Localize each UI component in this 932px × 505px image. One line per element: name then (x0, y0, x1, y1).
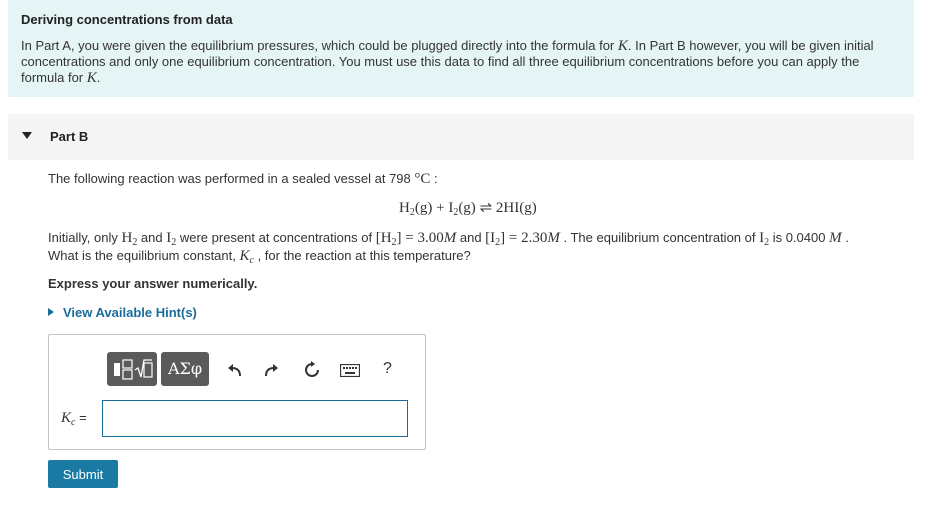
help-icon[interactable]: ? (383, 360, 392, 377)
collapse-caret-icon[interactable] (22, 132, 32, 139)
question-line-1: The following reaction was performed in a sealed vessel at 798 °C : (48, 171, 438, 187)
expand-caret-icon[interactable] (48, 308, 54, 316)
keyboard-icon[interactable] (340, 364, 360, 377)
part-b-label: Part B (50, 129, 89, 144)
undo-icon[interactable] (227, 362, 243, 378)
equilibrium-arrow: ⇌ (475, 200, 496, 216)
question-line-3: What is the equilibrium constant, $K_c$ , for the reaction at this temperature? (48, 248, 471, 266)
reaction-equation: $H_2(g) + I_2(g)$ ⇌ 2HI(g) (399, 200, 537, 218)
instruction-text: Express your answer numerically. (48, 276, 258, 291)
templates-icon[interactable] (107, 352, 157, 386)
view-hints-link[interactable]: View Available Hint(s) (48, 305, 197, 320)
question-line-2: Initially, only $H_2$ and $I_2$ were present at concentrations of $[H_2] = 3.00M$ and $[I_2] = 2.30M$ . The equilibrium concentration of $I_2$ is 0.0400 M . (48, 230, 849, 248)
intro-title: Deriving concentrations from data (21, 12, 233, 27)
kc-label: $K_c$ = (61, 410, 87, 428)
greek-symbols-button[interactable]: ΑΣφ (161, 352, 209, 386)
templates-button[interactable] (107, 352, 157, 386)
reset-icon[interactable] (303, 361, 321, 379)
answer-box (48, 334, 426, 450)
kc-answer-input[interactable] (102, 400, 408, 437)
intro-text: In Part A, you were given the equilibrium pressures, which could be plugged directly into the formula for K. In Part B however, you will be given initial concentrations and only one equilibrium concentration. You must use this data to find all three equilibrium concentrations before you can apply the formula for K. (21, 38, 874, 86)
submit-button[interactable]: Submit (48, 460, 118, 488)
intro-panel (8, 0, 914, 97)
redo-icon[interactable] (263, 362, 279, 378)
part-b-header[interactable] (8, 114, 914, 160)
